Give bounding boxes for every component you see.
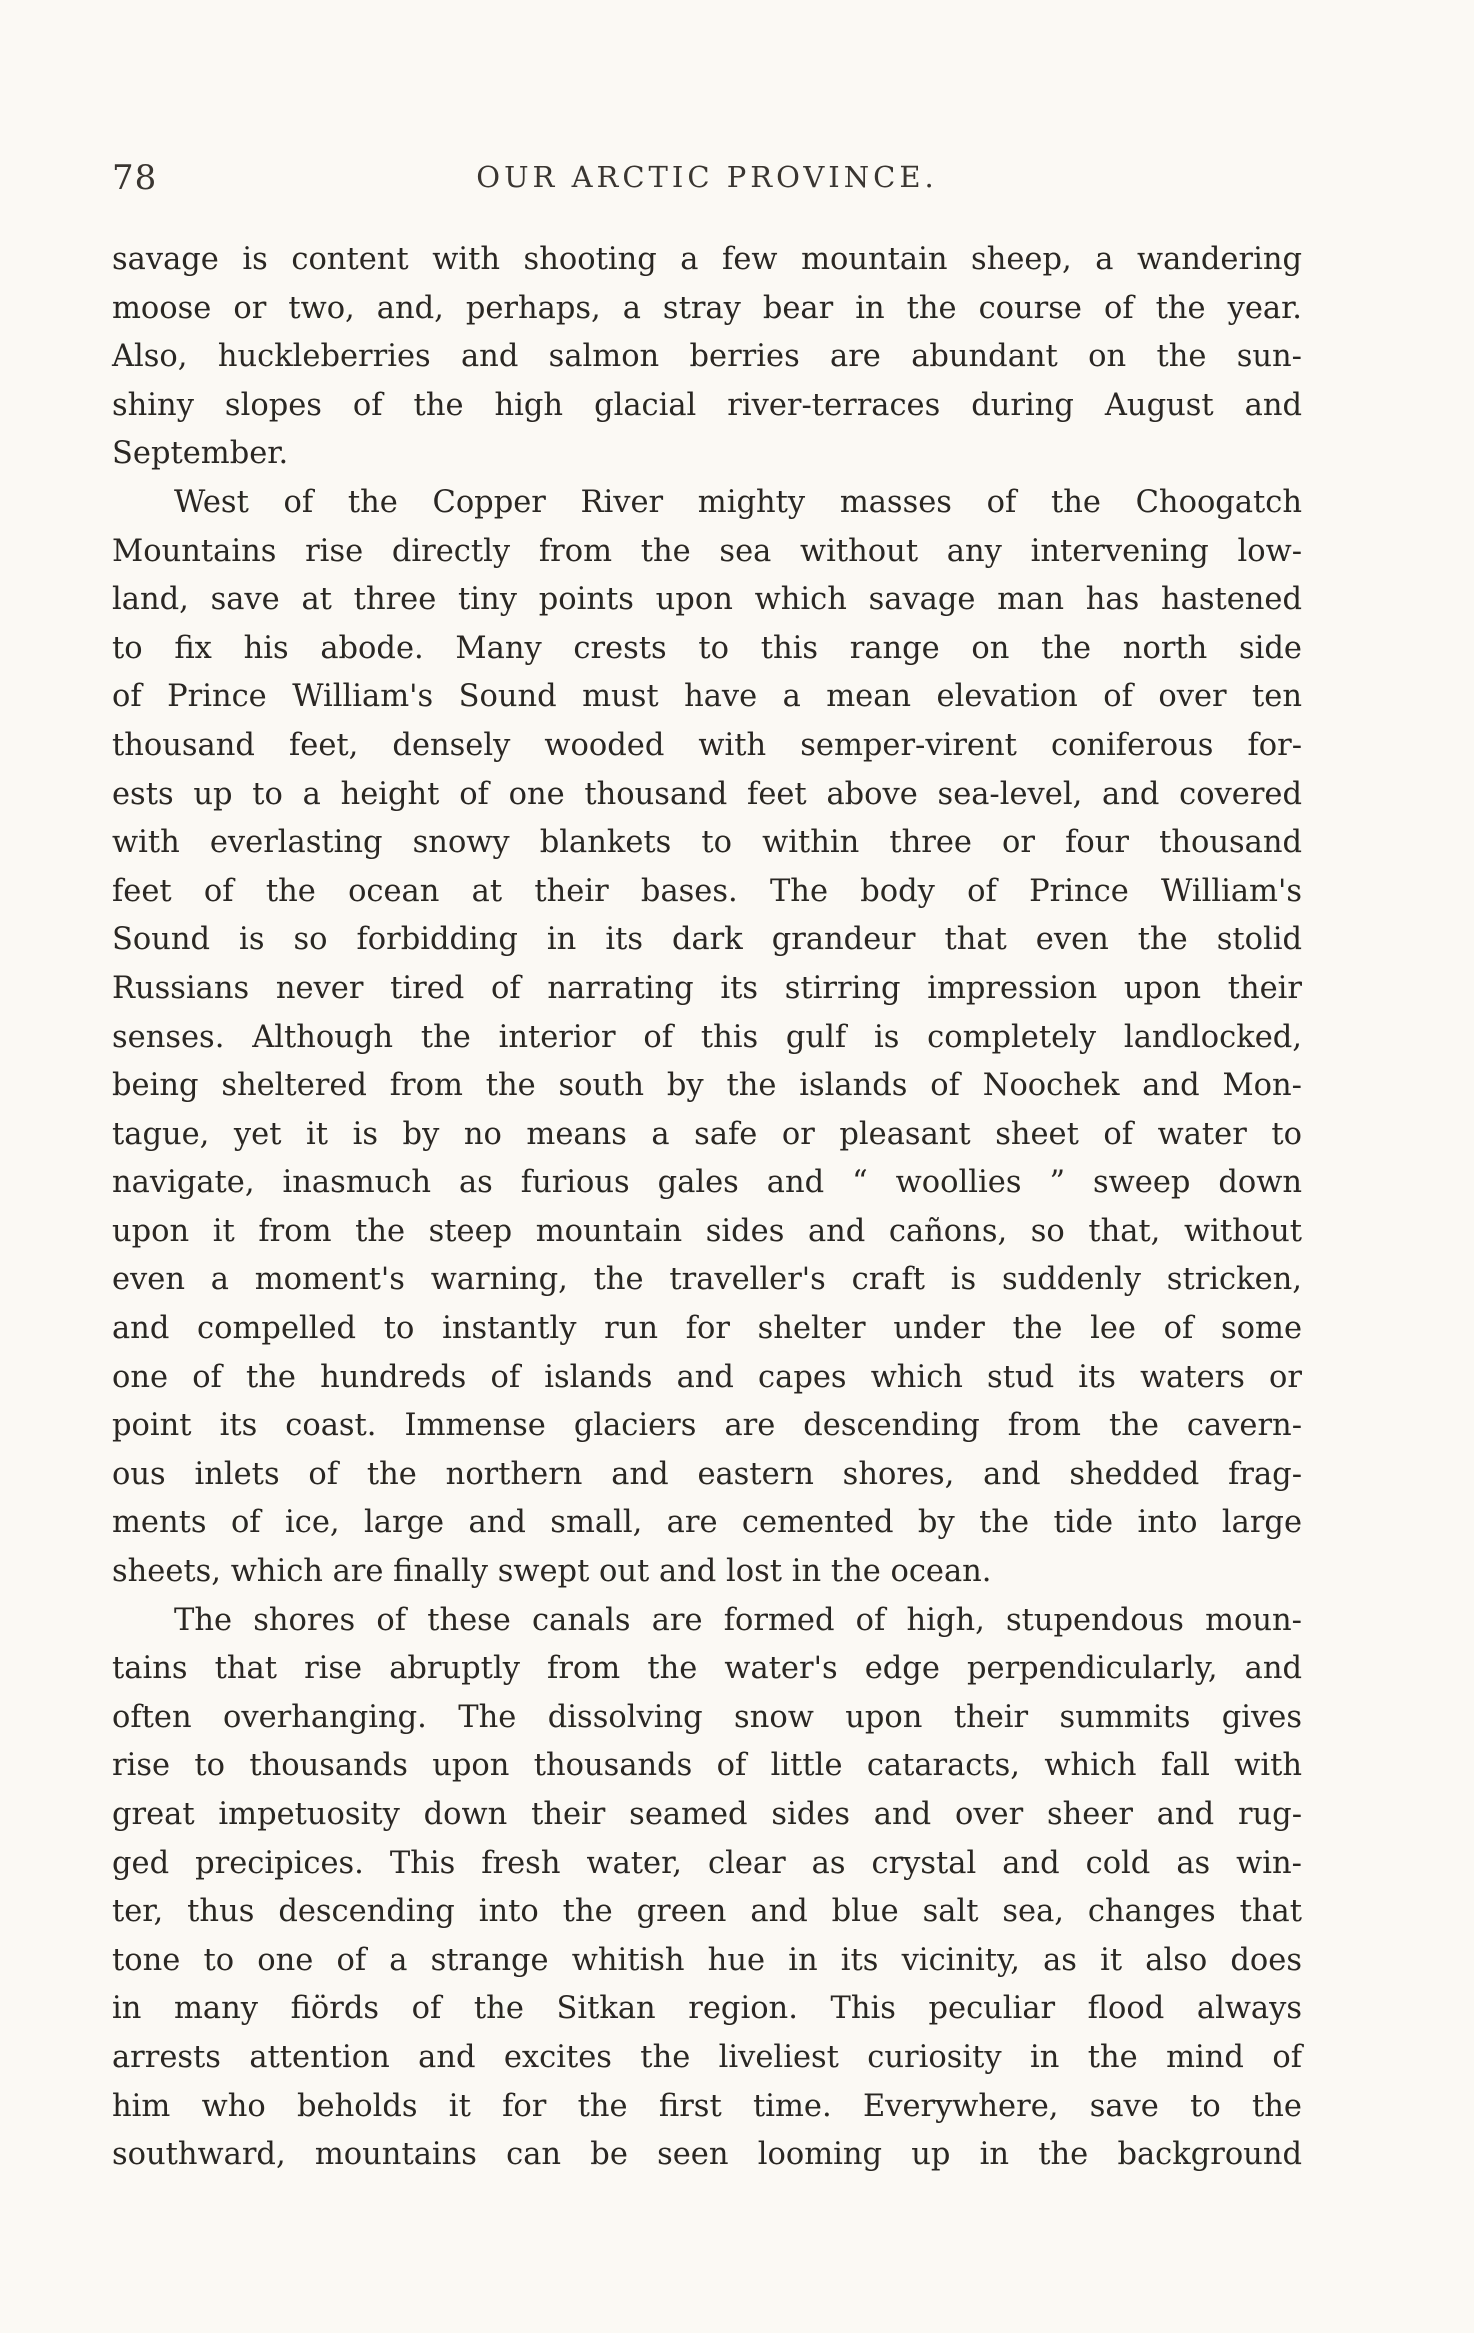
text-line: even a moment's warning, the traveller's craft is suddenly stricken,	[112, 1262, 1302, 1298]
running-head	[112, 158, 1302, 208]
running-title: OUR ARCTIC PROVINCE.	[476, 160, 938, 194]
text-line: him who beholds it for the first time. Everywhere, save to the	[112, 2088, 1302, 2124]
text-line: senses. Although the interior of this gulf is completely landlocked,	[112, 1019, 1302, 1055]
text-line: Mountains rise directly from the sea without any intervening low-	[112, 533, 1302, 569]
text-line: one of the hundreds of islands and capes which stud its waters or	[112, 1359, 1302, 1395]
body-text	[112, 236, 1302, 2180]
text-line: savage is content with shooting a few mountain sheep, a wandering	[112, 242, 1302, 277]
text-line: southward, mountains can be seen looming up in the background	[112, 2137, 1302, 2173]
text-line: to fix his abode. Many crests to this range on the north side	[112, 630, 1302, 666]
text-line: tains that rise abruptly from the water's edge perpendicularly, and	[112, 1651, 1302, 1687]
text-line: and compelled to instantly run for shelter under the lee of some	[112, 1311, 1302, 1347]
text-line: arrests attention and excites the liveliest curiosity in the mind of	[112, 2039, 1302, 2075]
text-line: Also, huckleberries and salmon berries are abundant on the sun-	[112, 339, 1302, 375]
text-line: Russians never tired of narrating its stirring impression upon their	[112, 970, 1302, 1006]
text-line: great impetuosity down their seamed sides and over sheer and rug-	[112, 1797, 1302, 1832]
text-line: September.	[112, 436, 289, 472]
paragraph-start-line: The shores of these canals are formed of high, stupendous moun-	[174, 1602, 1302, 1638]
text-line: ter, thus descending into the green and blue salt sea, changes that	[112, 1894, 1302, 1930]
text-line: navigate, inasmuch as furious gales and “ woollies ” sweep down	[112, 1165, 1302, 1201]
text-line: ged precipices. This fresh water, clear as crystal and cold as win-	[112, 1845, 1302, 1881]
text-line: ous inlets of the northern and eastern shores, and shedded frag-	[112, 1456, 1302, 1492]
text-line: Sound is so forbidding in its dark grandeur that even the stolid	[112, 922, 1302, 958]
text-line: tague, yet it is by no means a safe or pleasant sheet of water to	[112, 1116, 1302, 1152]
text-line: moose or two, and, perhaps, a stray bear in the course of the year.	[112, 290, 1302, 326]
text-line: with everlasting snowy blankets to within three or four thousand	[112, 825, 1302, 861]
text-line: tone to one of a strange whitish hue in its vicinity, as it also does	[112, 1942, 1302, 1978]
text-line: land, save at three tiny points upon which savage man has hastened	[112, 582, 1302, 618]
text-line: point its coast. Immense glaciers are descending from the cavern-	[112, 1408, 1302, 1444]
text-line: shiny slopes of the high glacial river-terraces during August and	[112, 387, 1302, 423]
text-line: of Prince William's Sound must have a mean elevation of over ten	[112, 679, 1302, 715]
text-line: thousand feet, densely wooded with semper-virent coniferous for-	[112, 727, 1302, 763]
page-number: 78	[112, 158, 158, 198]
paragraph-start-line: West of the Copper River mighty masses of the Choogatch	[174, 484, 1302, 520]
text-line: sheets, which are finally swept out and lost in the ocean.	[112, 1554, 992, 1590]
text-line: ests up to a height of one thousand feet above sea-level, and covered	[112, 776, 1302, 812]
text-line: ments of ice, large and small, are cemented by the tide into large	[112, 1505, 1302, 1541]
text-line: feet of the ocean at their bases. The body of Prince William's	[112, 873, 1302, 909]
text-line: upon it from the steep mountain sides and cañons, so that, without	[112, 1213, 1302, 1249]
text-line: in many fiörds of the Sitkan region. This peculiar flood always	[112, 1991, 1302, 2027]
text-line: being sheltered from the south by the islands of Noochek and Mon-	[112, 1068, 1302, 1104]
text-line: rise to thousands upon thousands of little cataracts, which fall with	[112, 1748, 1302, 1784]
text-line: often overhanging. The dissolving snow upon their summits gives	[112, 1699, 1302, 1735]
